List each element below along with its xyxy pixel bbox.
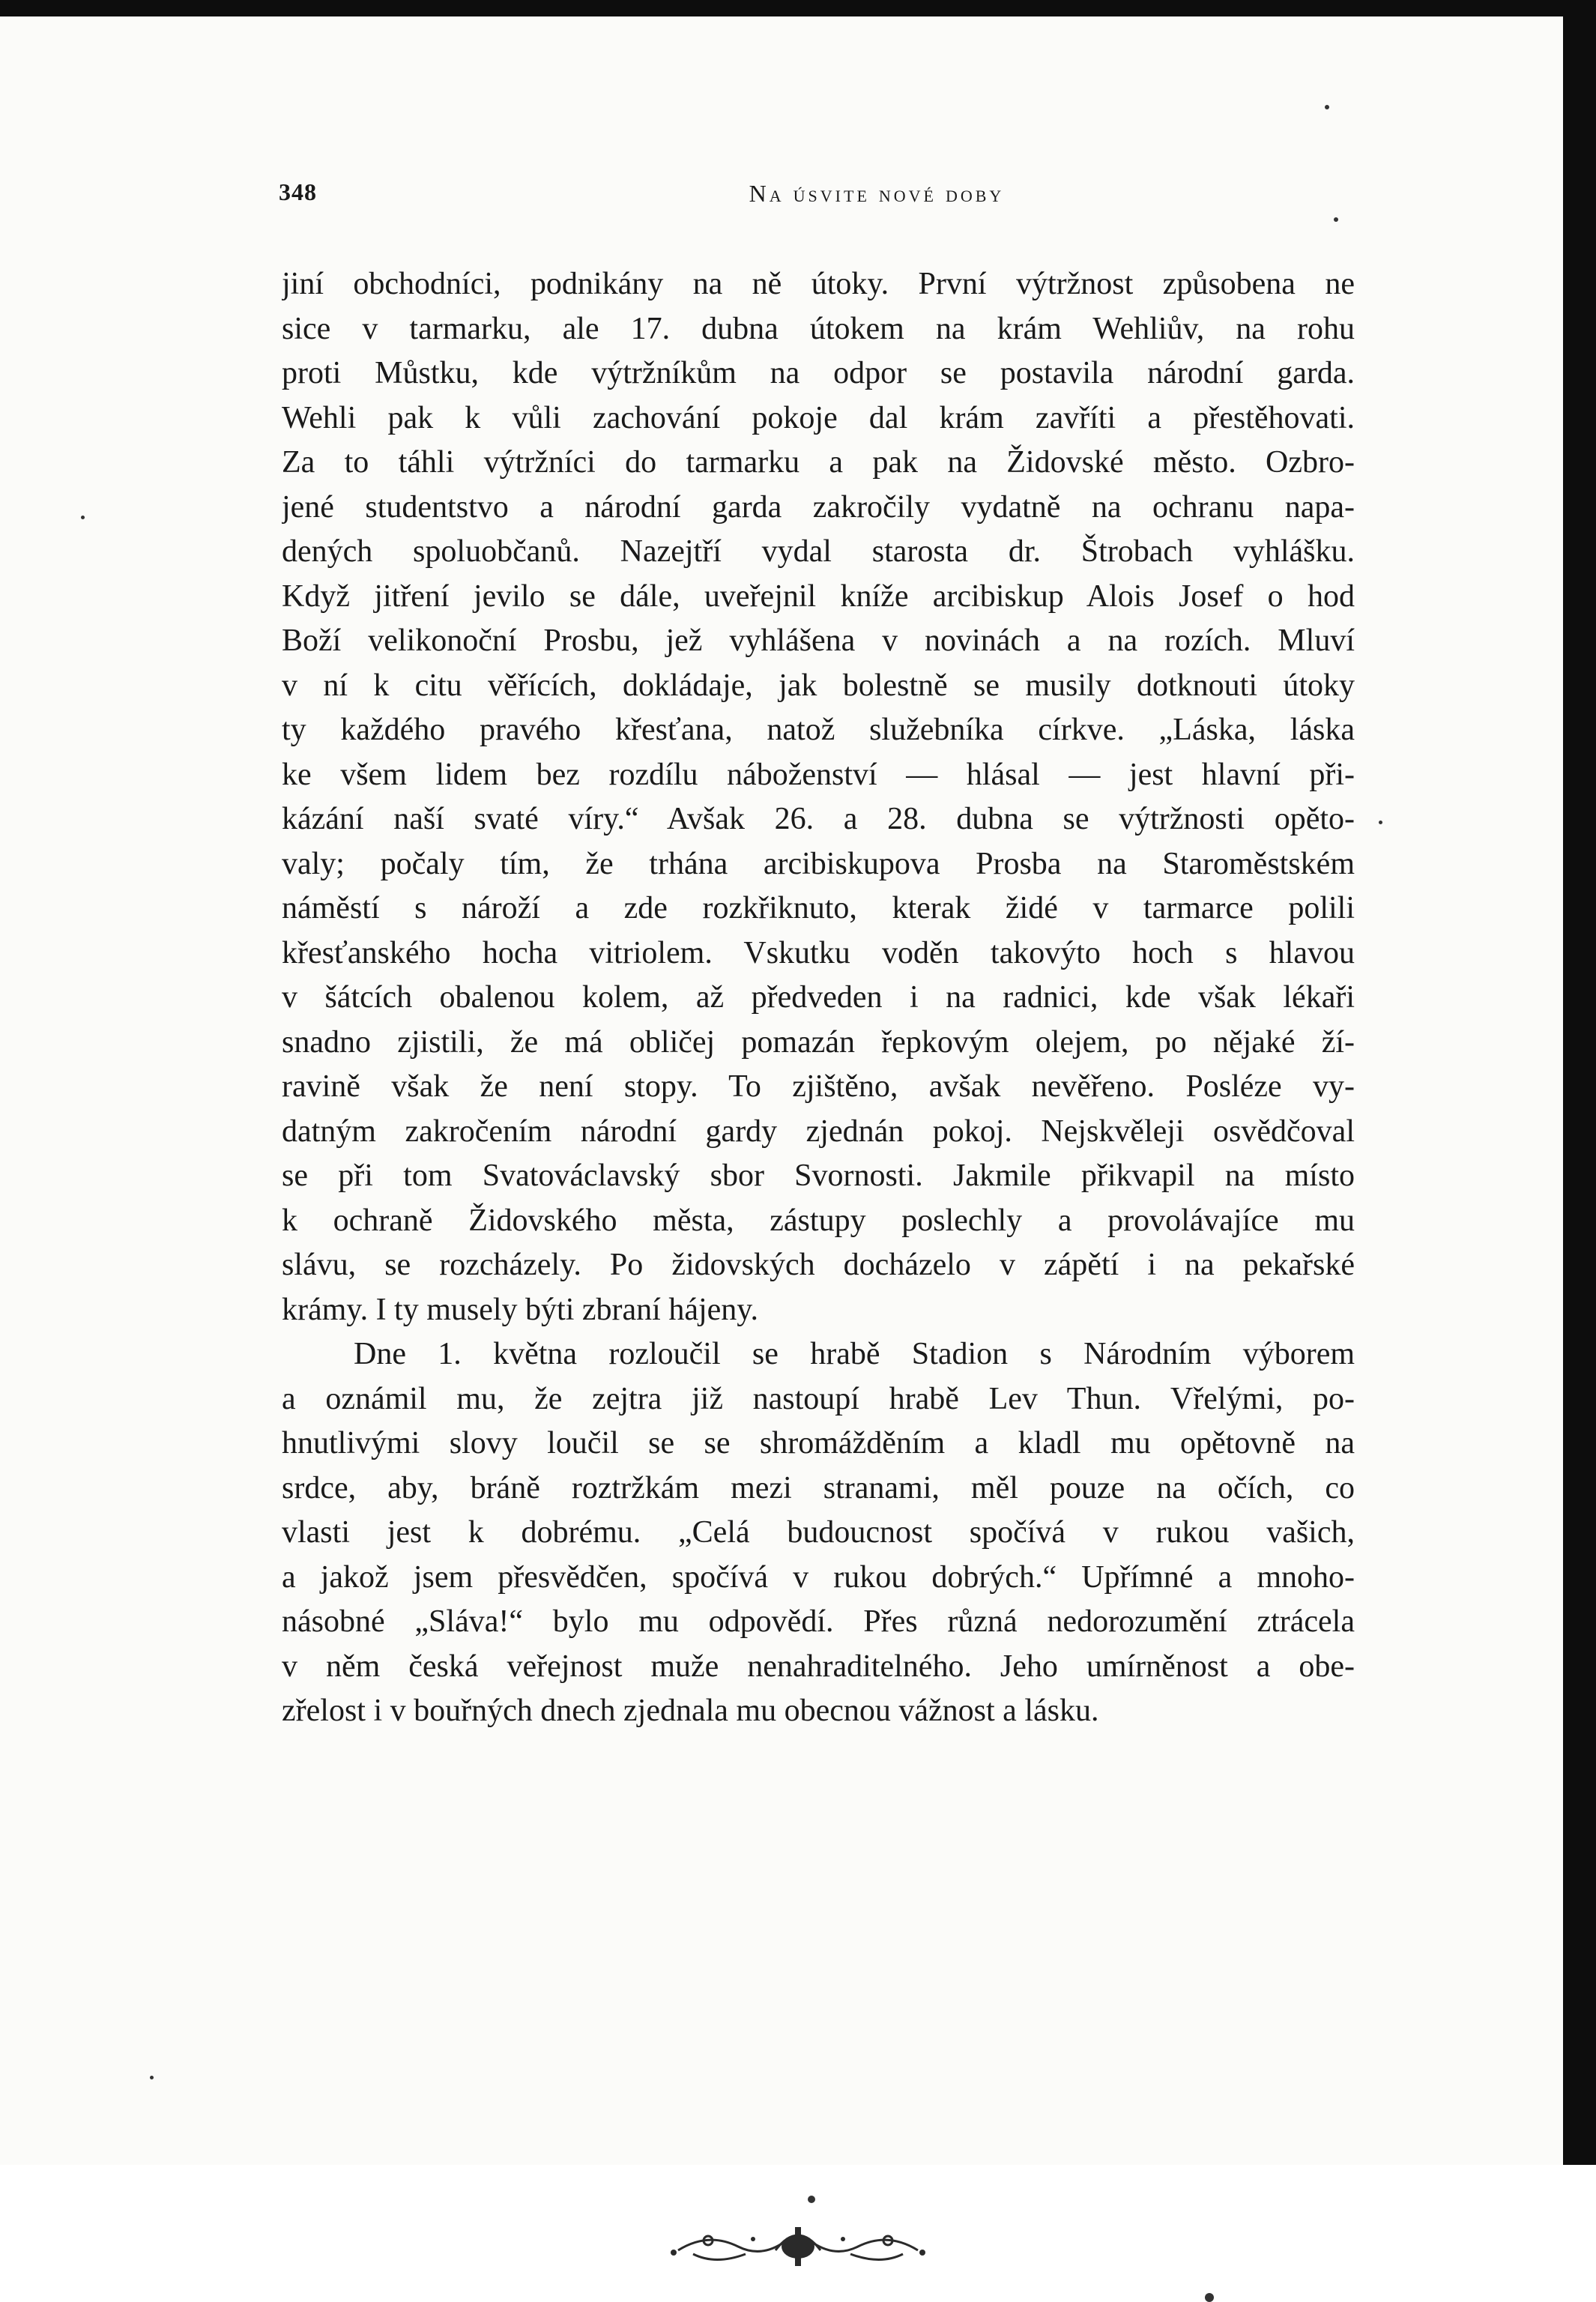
text-line: dených spoluobčanů. Nazejtří vydal starosta dr. Štrobach vyhlášku. bbox=[282, 534, 1355, 569]
text-line: ke všem lidem bez rozdílu náboženství — hlásal — jest hlavní při- bbox=[282, 757, 1355, 792]
text-line: a jakož jsem přesvědčen, spočívá v rukou dobrých.“ Upřímné a mnoho- bbox=[282, 1559, 1355, 1595]
scan-speck bbox=[1205, 2293, 1214, 2302]
text-line: a oznámil mu, že zejtra již nastoupí hrabě Lev Thun. Vřelými, po- bbox=[282, 1381, 1355, 1416]
text-line: kázání naší svaté víry.“ Avšak 26. a 28. dubna se výtržnosti opěto- bbox=[282, 802, 1355, 836]
text-line: sice v tarmarku, ale 17. dubna útokem na krám Wehliův, na rohu bbox=[282, 311, 1355, 346]
scan-speck bbox=[1334, 217, 1338, 222]
text-line: jiní obchodníci, podnikány na ně útoky. První výtržnost způsobena ne bbox=[282, 267, 1355, 301]
text-line: Wehli pak k vůli zachování pokoje dal krám zavříti a přestěhovati. bbox=[282, 400, 1355, 435]
scan-speck bbox=[1379, 821, 1382, 824]
scan-speck bbox=[81, 516, 85, 519]
text-line: Dne 1. května rozloučil se hrabě Stadion s Národním výborem bbox=[354, 1337, 1355, 1371]
paragraph-2 bbox=[282, 1332, 1355, 1734]
text-line: křesťanského hocha vitriolem. Vskutku voděn takovýto hoch s hlavou bbox=[282, 935, 1355, 970]
text-line: v ní k citu věřících, dokládaje, jak bolestně se musily dotknouti útoky bbox=[282, 668, 1355, 703]
scan-right-border bbox=[1563, 0, 1596, 2165]
text-line: vlasti jest k dobrému. „Celá budoucnost spočívá v rukou vašich, bbox=[282, 1515, 1355, 1550]
scan-speck bbox=[808, 2196, 815, 2203]
text-line: se při tom Svatováclavský sbor Svornosti. Jakmile přikvapil na místo bbox=[282, 1158, 1355, 1193]
page-number: 348 bbox=[279, 178, 317, 205]
text-line: Boží velikonoční Prosbu, jež vyhlášena v novinách a na rozích. Mluví bbox=[282, 623, 1355, 658]
text-line: hnutlivými slovy loučil se se shromážděním a kladl mu opětovně na bbox=[282, 1426, 1355, 1460]
text-line: k ochraně Židovského města, zástupy poslechly a provolávajíce mu bbox=[282, 1203, 1355, 1238]
text-line: proti Můstku, kde výtržníkům na odpor se postavila národní garda. bbox=[282, 356, 1355, 390]
scan-top-border bbox=[0, 0, 1596, 16]
text-line: valy; počaly tím, že trhána arcibiskupova Prosba na Staroměstském bbox=[282, 846, 1355, 881]
scan-speck bbox=[150, 2076, 154, 2079]
text-line: náměstí s nároží a zde rozkřiknuto, kterak židé v tarmarce polili bbox=[282, 891, 1355, 925]
text-line: ravině však že není stopy. To zjištěno, avšak nevěřeno. Posléze vy- bbox=[282, 1069, 1355, 1104]
text-line: Za to táhli výtržníci do tarmarku a pak na Židovské město. Ozbro- bbox=[282, 445, 1355, 480]
text-line: srdce, aby, bráně roztržkám mezi stranami, měl pouze na očích, co bbox=[282, 1470, 1355, 1505]
text-line: Když jitření jevilo se dále, uveřejnil kníže arcibiskup Alois Josef o hod bbox=[282, 578, 1355, 614]
paragraph-1 bbox=[282, 262, 1355, 1332]
text-line: násobné „Sláva!“ bylo mu odpovědí. Přes různá nedorozumění ztrácela bbox=[282, 1604, 1355, 1639]
text-line: slávu, se rozcházely. Po židovských docházelo v zápětí i na pekařské bbox=[282, 1248, 1355, 1282]
scan-speck bbox=[1325, 105, 1329, 109]
text-line: datným zakročením národní gardy zjednán pokoj. Nejskvěleji osvědčoval bbox=[282, 1114, 1355, 1149]
running-head-title: Na úsvite nové doby bbox=[749, 180, 1005, 207]
text-line: krámy. I ty musely býti zbraní hájeny. bbox=[282, 1292, 759, 1327]
text-line: v šátcích obalenou kolem, až předveden i na radnici, kde však lékaři bbox=[282, 980, 1355, 1015]
text-line: jené studentstvo a národní garda zakročily vydatně na ochranu napa- bbox=[282, 489, 1355, 525]
text-line: snadno zjistili, že má obličej pomazán řepkovým olejem, po nějaké ží- bbox=[282, 1024, 1355, 1060]
body-text bbox=[282, 262, 1355, 1734]
text-line: zřelost i v bouřných dnech zjednala mu obecnou vážnost a lásku. bbox=[282, 1694, 1099, 1728]
floral-tailpiece-ornament-icon bbox=[663, 2217, 933, 2277]
text-line: v něm česká veřejnost muže nenahraditelného. Jeho umírněnost a obe- bbox=[282, 1649, 1355, 1684]
text-line: ty každého pravého křesťana, natož služebníka církve. „Láska, láska bbox=[282, 713, 1355, 747]
